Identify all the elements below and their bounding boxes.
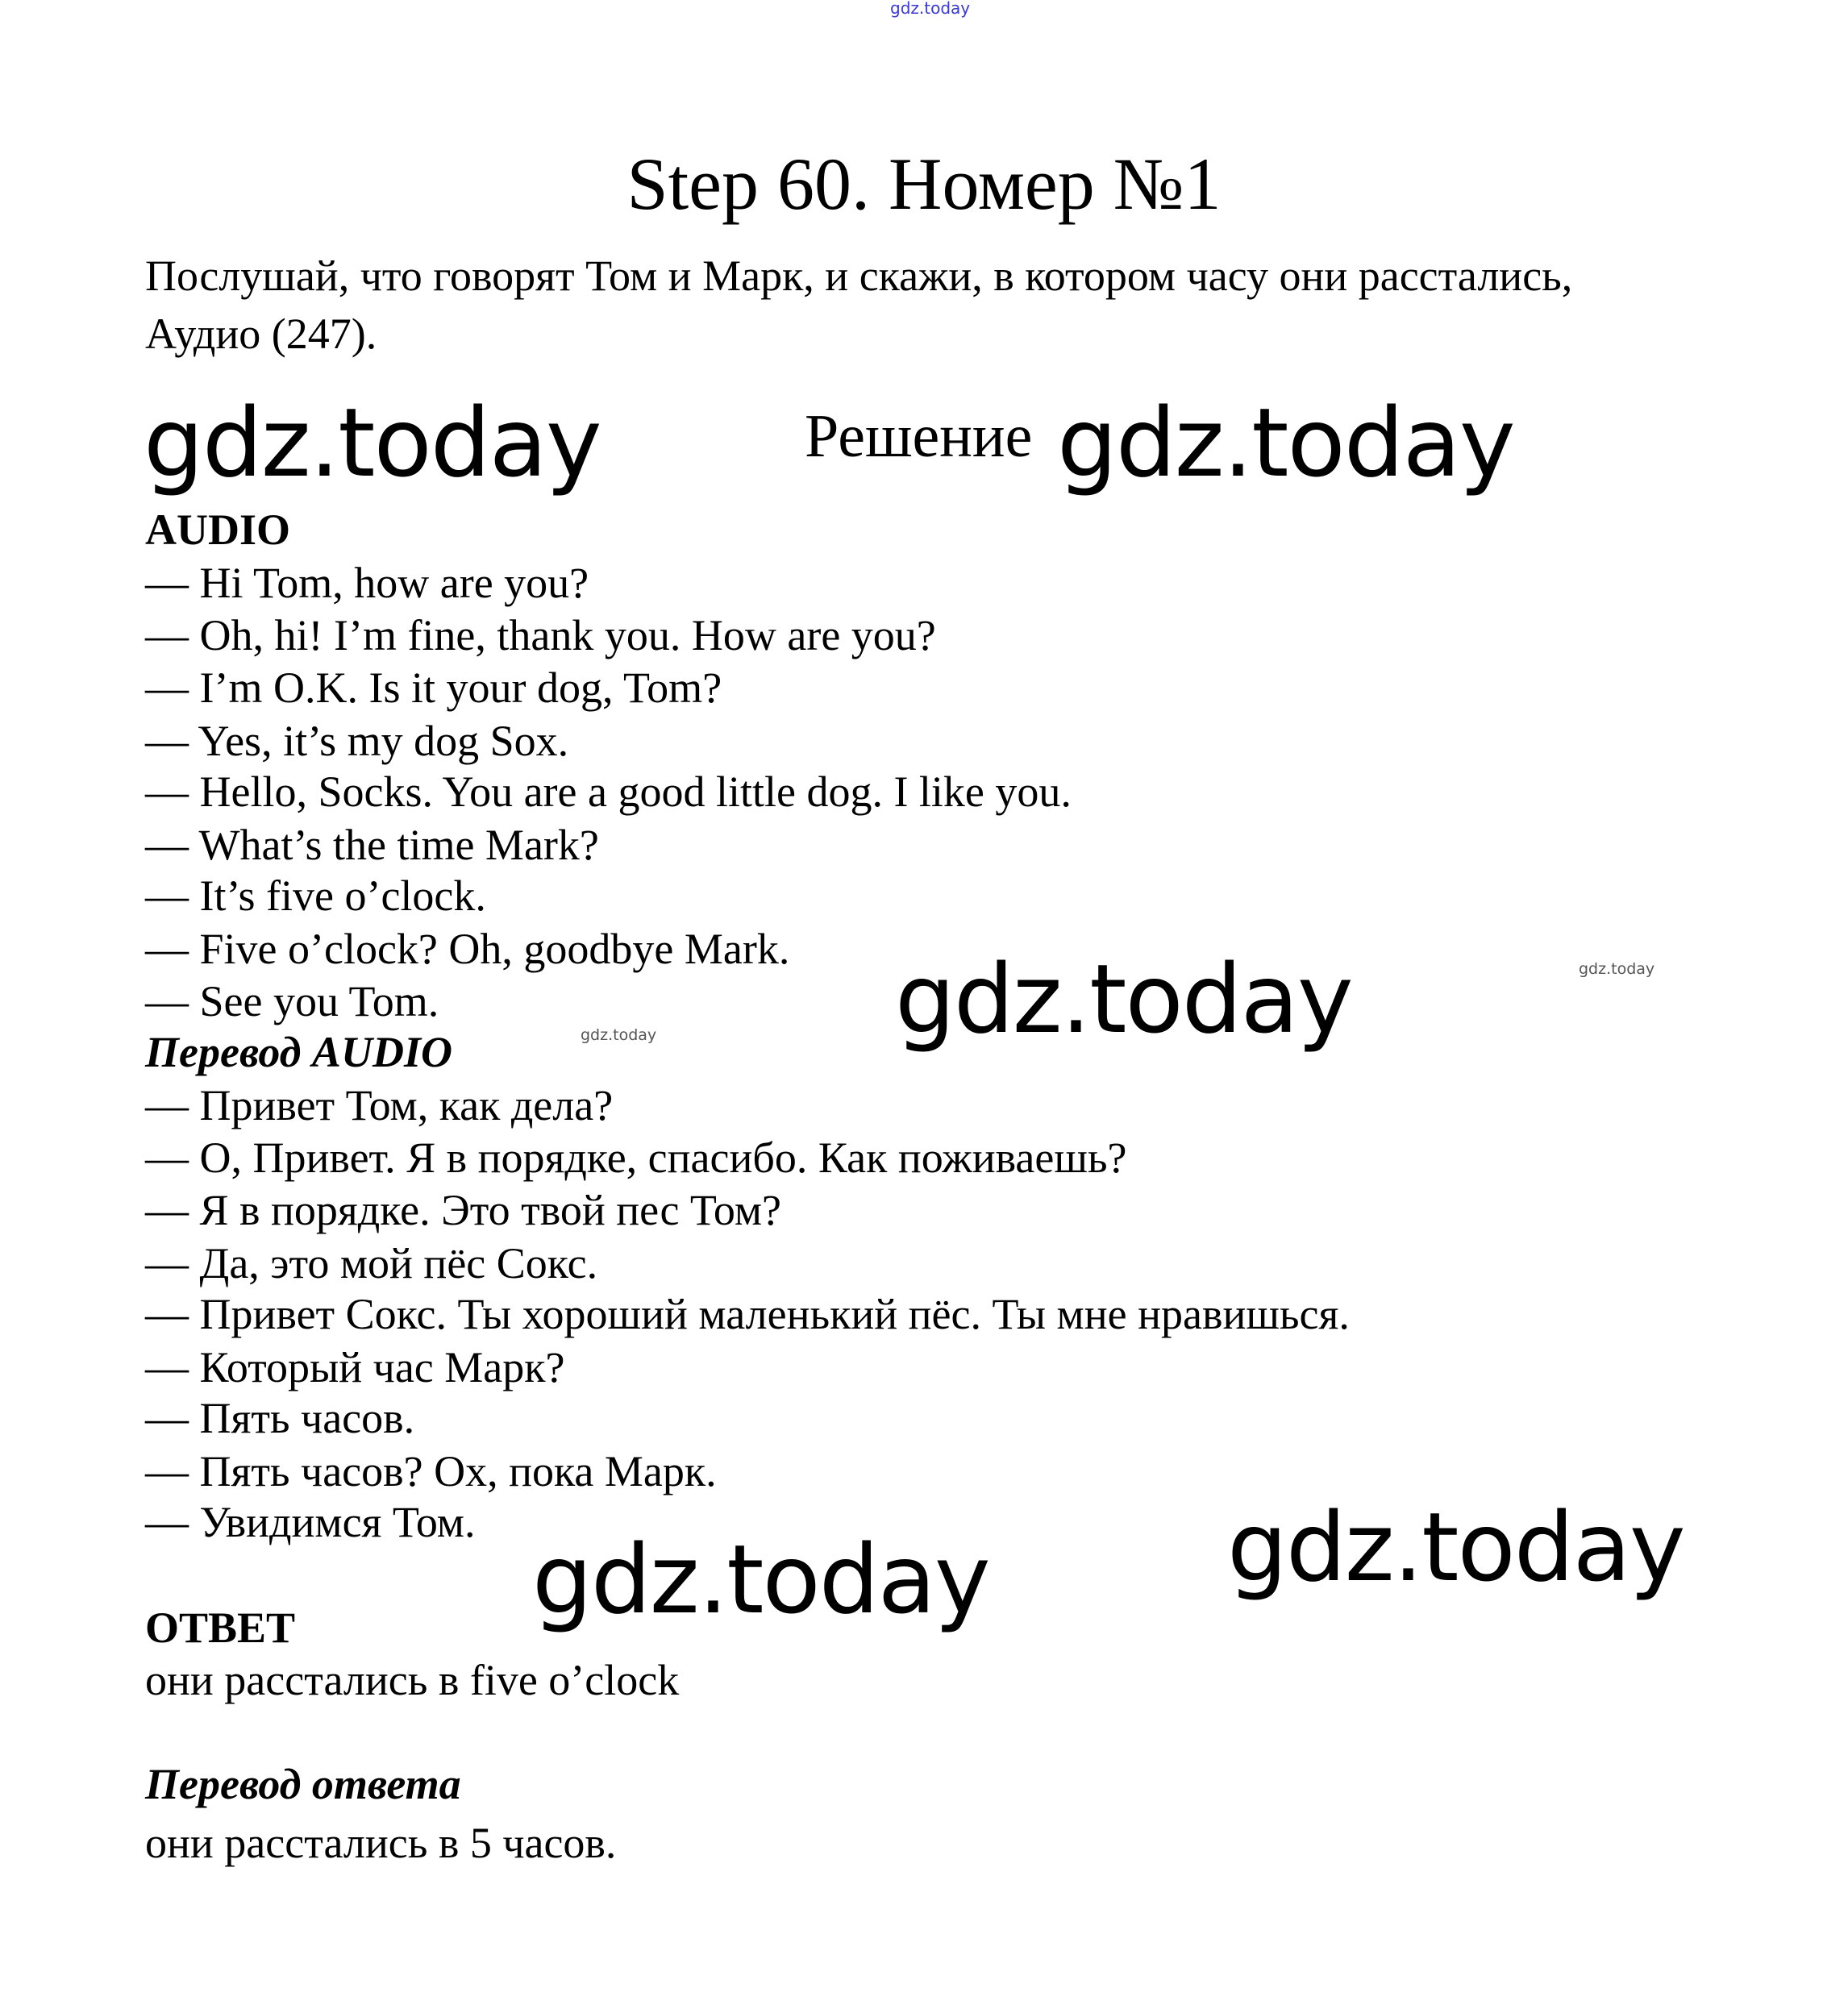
translation-line: — Который час Марк? xyxy=(145,1343,565,1391)
task-text-line-2: Аудио (247). xyxy=(145,310,377,358)
answer-text: они расстались в five o’clock xyxy=(145,1656,680,1704)
dialogue-line: — What’s the time Mark? xyxy=(145,821,599,869)
dialogue-line: — Hello, Socks. You are a good little dog. I like you. xyxy=(145,767,1072,816)
translation-line: — Привет Сокс. Ты хороший маленький пёс. Ты мне нравишься. xyxy=(145,1290,1350,1338)
answer-translation-text: они расстались в 5 часов. xyxy=(145,1819,617,1867)
answer-heading: ОТВЕТ xyxy=(145,1603,296,1652)
translation-line: — Я в порядке. Это твой пес Том? xyxy=(145,1186,781,1234)
translation-line: — Привет Том, как дела? xyxy=(145,1081,614,1129)
watermark-small: gdz.today xyxy=(1579,960,1655,978)
top-watermark: gdz.today xyxy=(890,0,971,18)
watermark-small: gdz.today xyxy=(581,1026,657,1044)
dialogue-line: — Hi Tom, how are you? xyxy=(145,559,589,607)
translation-line: — Да, это мой пёс Сокс. xyxy=(145,1239,598,1287)
task-text-line-1: Послушай, что говорят Том и Марк, и скажи, в котором часу они расстались, xyxy=(145,252,1573,300)
audio-heading: AUDIO xyxy=(145,505,291,554)
answer-translation-heading: Перевод ответа xyxy=(145,1760,461,1808)
solution-label: Решение xyxy=(805,402,1033,470)
translation-line: — Пять часов? Ох, пока Марк. xyxy=(145,1447,717,1495)
dialogue-line: — It’s five o’clock. xyxy=(145,871,486,920)
dialogue-line: — I’m O.K. Is it your dog, Tom? xyxy=(145,663,722,712)
translation-line: — Увидимся Том. xyxy=(145,1498,476,1546)
translation-heading: Перевод AUDIO xyxy=(145,1028,452,1076)
watermark-logo: gdz.today xyxy=(532,1524,989,1635)
page-title: Step 60. Номер №1 xyxy=(626,143,1222,225)
dialogue-line: — Oh, hi! I’m fine, thank you. How are you? xyxy=(145,611,936,659)
watermark-logo: gdz.today xyxy=(144,387,601,498)
dialogue-line: — Yes, it’s my dog Sox. xyxy=(145,717,569,765)
dialogue-line: — See you Tom. xyxy=(145,977,439,1025)
watermark-logo: gdz.today xyxy=(895,943,1352,1054)
watermark-logo: gdz.today xyxy=(1057,387,1514,498)
watermark-logo: gdz.today xyxy=(1227,1491,1684,1603)
translation-line: — О, Привет. Я в порядке, спасибо. Как поживаешь? xyxy=(145,1133,1127,1182)
translation-line: — Пять часов. xyxy=(145,1394,415,1442)
dialogue-line: — Five o’clock? Oh, goodbye Mark. xyxy=(145,925,790,973)
